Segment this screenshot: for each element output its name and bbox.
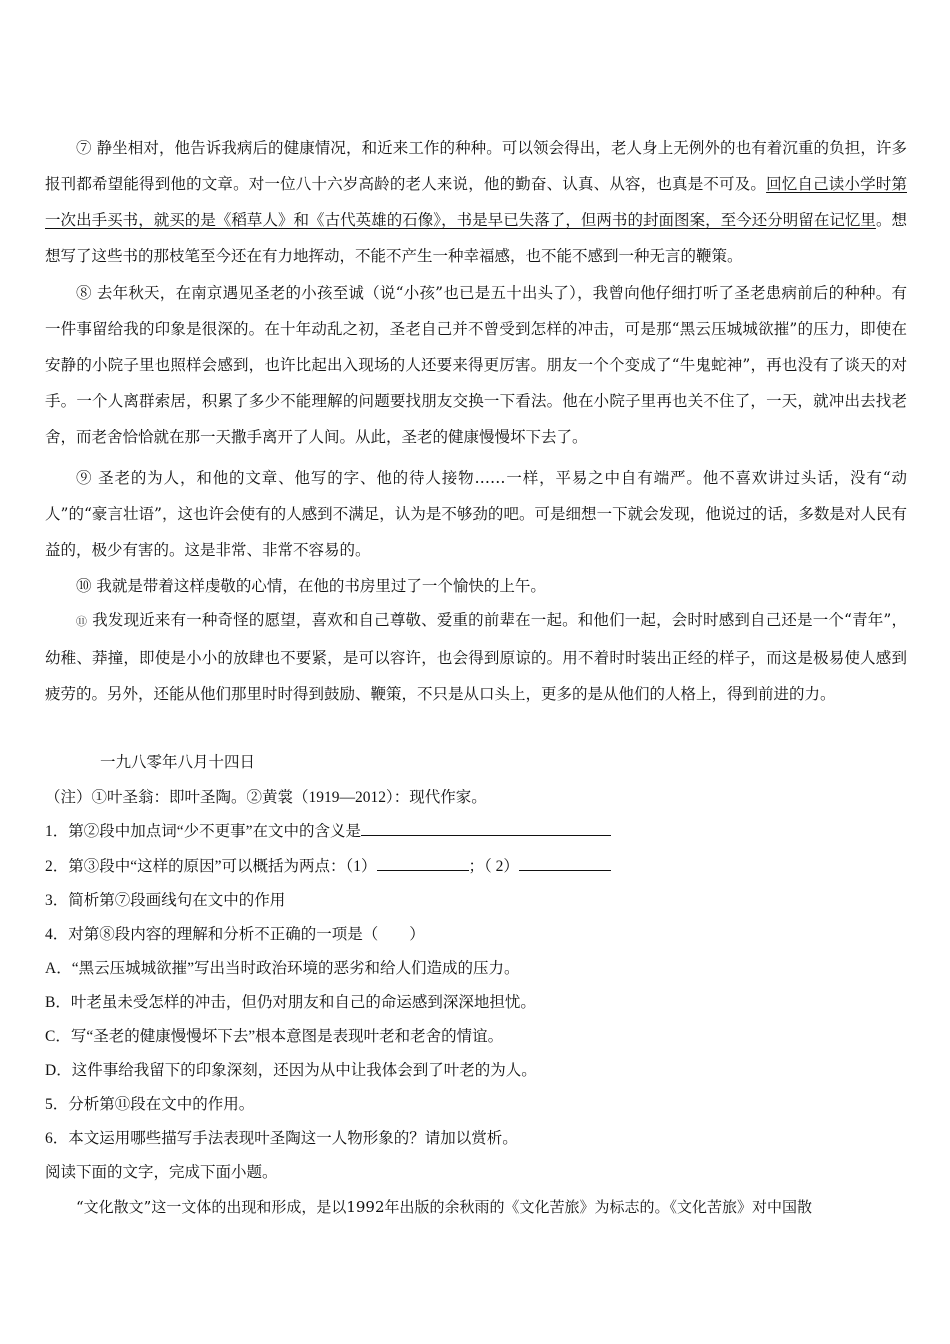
footnote: （注）①叶圣翁：即叶圣陶。②黄裳（1919—2012）：现代作家。 (45, 789, 487, 806)
question-4: 4．对第⑧段内容的理解和分析不正确的一项是（ ） (45, 926, 425, 943)
paragraph-7-tail: 。想想写了这些书的那枝笔至今还在有力地挥动，不能不产生一种幸福感，也不能不感到一种无言的鞭策。 (45, 211, 907, 265)
next-passage-first-line: “文化散文”这一文体的出现和形成，是以1992年出版的余秋雨的《文化苦旅》为标志的。《文化苦旅》对中国散 (76, 1198, 813, 1216)
paragraph-7-text: ⑦ 静坐相对，他告诉我病后的健康情况，和近来工作的种种。可以领会得出，老人身上无例外的也有着沉重的负担，许多报刊都希望能得到他的文章。对一位八十六岁高龄的老人来说，他的勤奋、认真、从容，也真是不可及。 (45, 139, 907, 193)
question-2-separator: ；（ 2） (468, 858, 519, 875)
option-d: D．这件事给我留下的印象深刻，还因为从中让我体会到了叶老的为人。 (45, 1062, 537, 1079)
option-c: C．写“圣老的健康慢慢坏下去”根本意图是表现叶老和老舍的情谊。 (45, 1028, 504, 1045)
answer-blank-2b[interactable] (519, 856, 611, 871)
question-2 (45, 849, 907, 885)
paragraph-9: ⑨ 圣老的为人，和他的文章、他写的字、他的待人接物……一样，平易之中自有端严。他不喜欢讲过头话，没有“动人”的“豪言壮语”，这也许会使有的人感到不满足，认为是不够劲的吧。可是细想一下就会发现，他说过的话，多数是对人民有益的，极少有害的。这是非常、非常不容易的。 (45, 469, 907, 559)
reading-instruction: 阅读下面的文字，完成下面小题。 (45, 1164, 278, 1181)
paragraph-11 (45, 602, 907, 712)
question-3: 3．简析第⑦段画线句在文中的作用 (45, 892, 286, 909)
underlined-sentence: 回忆自己读小学时第一次出手买书，就买的是《稻草人》和《古代英雄的石像》，书是早已失落了，但两书的封面图案，至今还分明留在记忆里 (45, 175, 907, 229)
paragraph-7 (45, 130, 907, 274)
option-b: B．叶老虽未受怎样的冲击，但仍对朋友和自己的命运感到深深地担忧。 (45, 994, 536, 1011)
paragraph-10: ⑩ 我就是带着这样虔敬的心情，在他的书房里过了一个愉快的上午。 (76, 577, 546, 595)
question-6: 6．本文运用哪些描写手法表现叶圣陶这一人物形象的？请加以赏析。 (45, 1130, 518, 1147)
question-5: 5．分析第⑪段在文中的作用。 (45, 1096, 255, 1113)
question-1-text: 1．第②段中加点词“少不更事”在文中的含义是 (45, 823, 362, 840)
paragraph-8: ⑧ 去年秋天，在南京遇见圣老的小孩至诚（说“小孩”也已是五十出头了），我曾向他仔细打听了圣老患病前后的种种。有一件事留给我的印象是很深的。在十年动乱之初，圣老自己并不曾受到怎样的冲击，可是那“黑云压城城欲摧”的压力，即使在安静的小院子里也照样会感到，也许比起出入现场的人还要来得更厉害。朋友一个个变成了“牛鬼蛇神”，再也没有了谈天的对手。一个人离群索居，积累了多少不能理解的问题要找朋友交换一下看法。他在小院子里再也关不住了，一天，就冲出去找老舍，而老舍恰恰就在那一天撒手离开了人间。从此，圣老的健康慢慢坏下去了。 (45, 284, 907, 446)
question-2-text: 2．第③段中“这样的原因”可以概括为两点：（1） (45, 858, 377, 875)
paragraph-11-text: 我发现近来有一种奇怪的愿望，喜欢和自己尊敬、爱重的前辈在一起。和他们一起，会时时感到自己还是一个“青年”，幼稚、莽撞，即使是小小的放肆也不要紧，是可以容许，也会得到原谅的。用不着时时装出正经的样子，而这是极易使人感到疲劳的。另外，还能从他们那里时时得到鼓励、鞭策，不只是从口头上，更多的是从他们的人格上，得到前进的力。 (45, 611, 908, 703)
answer-blank-1[interactable] (361, 821, 611, 836)
option-a: A．“黑云压城城欲摧”写出当时政治环境的恶劣和给人们造成的压力。 (45, 960, 520, 977)
article-date: 一九八零年八月十四日 (100, 754, 256, 771)
paragraph-11-number: ⑪ (76, 615, 88, 628)
question-1 (45, 814, 907, 850)
answer-blank-2a[interactable] (377, 856, 469, 871)
